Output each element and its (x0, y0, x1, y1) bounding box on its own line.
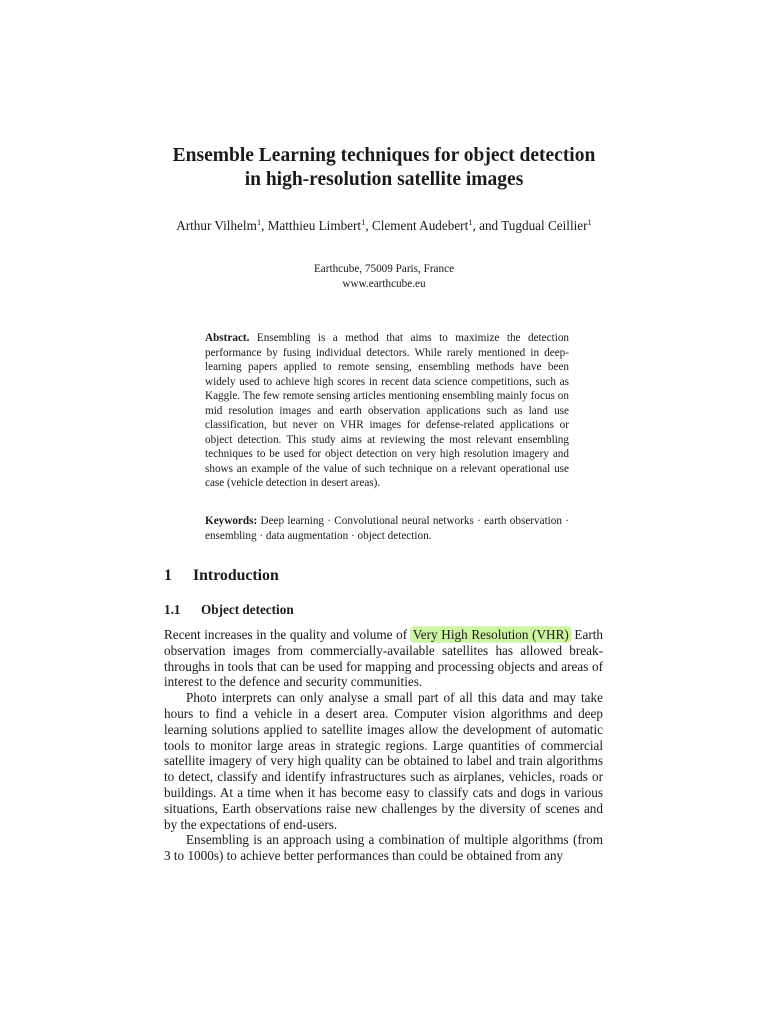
abstract (205, 331, 569, 491)
affiliation-url: www.earthcube.eu (342, 277, 426, 290)
subsection-heading (164, 601, 294, 618)
highlighted-text[interactable]: Very High Resolution (VHR) (412, 627, 569, 642)
author-affil-mark: 1 (256, 217, 262, 227)
section-heading (164, 566, 279, 586)
author-separator: , and (472, 218, 502, 233)
abstract-text: Ensembling is a method that aims to maximize the detection performance by fusing individual detectors. While rarely mentioned in deep-learning papers applied to remote sensing, ensembling methods have been widely used to achieve high scores in recent data science competitions, such as Kaggle. The few remote sensing articles mentioning ensembling mainly focus on mid resolution images and earth observation applications such as land use classification, but never on VHR images for defense-related applications or object detection. This study aims at reviewing the most relevant ensembling techniques to be used for object detection on very high resolution imagery and shows an example of the value of such technique on a relevant operational use case (vehicle detection in desert areas). (205, 332, 570, 490)
author-name: Arthur Vilhelm (176, 218, 257, 233)
author-name: Clement Audebert (371, 218, 469, 233)
subsection-title: Object detection (201, 602, 294, 617)
paragraph-text: Earth observation images from commercially-available satellites has allowed breakthroughs in tools that can be used for mapping and processing objects and areas of interest to the defence and security communities. (164, 627, 603, 690)
author-affil-mark: 1 (361, 217, 366, 227)
subsection-number: 1.1 (164, 602, 181, 617)
paragraph (164, 627, 603, 690)
body-text (164, 627, 603, 864)
author-separator: , (261, 218, 268, 233)
author-separator: , (365, 218, 372, 233)
author-list (164, 218, 604, 234)
paper-title: Ensemble Learning techniques for object detection in high-resolution satellite images (172, 145, 596, 190)
keywords (205, 514, 569, 543)
affiliation-address: Earthcube, 75009 Paris, France (313, 263, 455, 275)
author-name: Matthieu Limbert (267, 218, 362, 233)
section-number: 1 (164, 567, 172, 584)
author-affil-mark: 1 (468, 217, 473, 227)
keywords-text: Deep learning · Convolutional neural networks · earth observation · ensembling · data augmentation · object detection. (205, 515, 569, 542)
paragraph: Photo interprets can only analyse a small part of all this data and may take hours to find a vehicle in a desert area. Computer vision algorithms and deep learning solutions applied to satellite images allow the development of automatic tools to monitor large areas in strategic regions. Large quantities of commercial satellite imagery of very high quality can be obtained to label and train algorithms to detect, classify and identify infrastructures such as airplanes, vehicles, roads or buildings. At a time when it has become easy to classify cats and dogs in various situations, Earth observations raise new challenges by the diversity of scenes and by the expectations of end-users. (164, 690, 603, 832)
author-affil-mark: 1 (587, 217, 592, 227)
affiliation (164, 262, 604, 291)
abstract-label: Abstract. (205, 332, 250, 344)
keywords-label: Keywords: (205, 515, 258, 527)
author-name: Tugdual Ceillier (501, 218, 588, 233)
section-title: Introduction (193, 567, 279, 584)
paragraph: Ensembling is an approach using a combination of multiple algorithms (from 3 to 1000s) to achieve better performances than could be obtained from any (164, 832, 603, 864)
paragraph-text: Recent increases in the quality and volume of (164, 627, 408, 642)
